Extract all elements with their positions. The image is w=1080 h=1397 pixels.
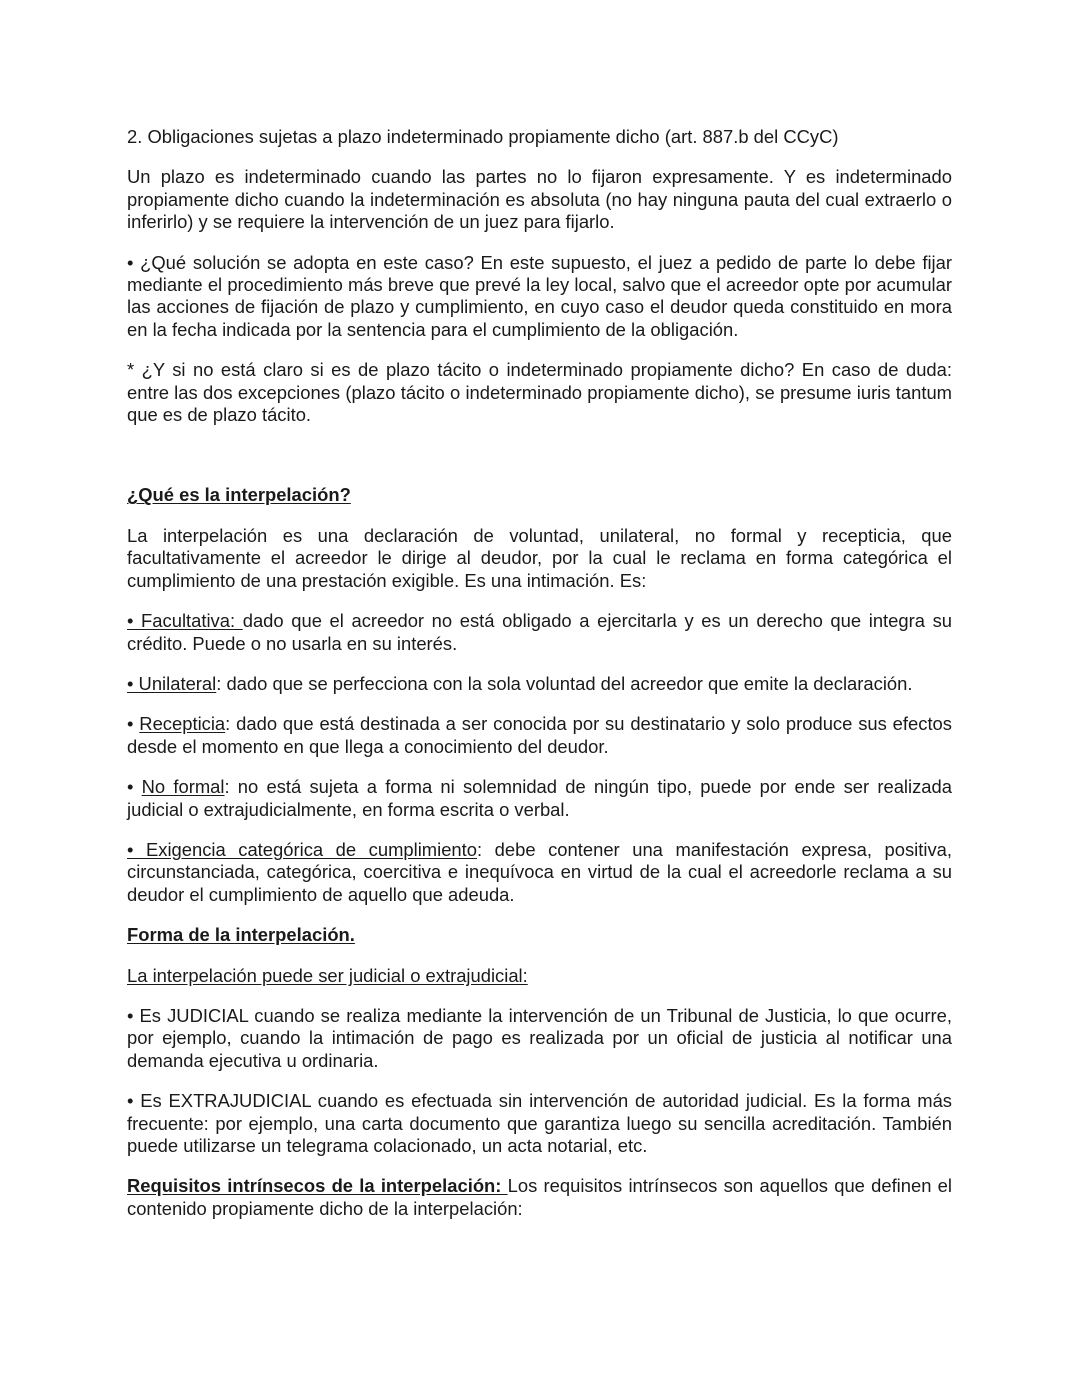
paragraph-plazo-indeterminado: Un plazo es indeterminado cuando las partes no lo fijaron expresamente. Y es indeterminado propiamente dicho cuando la indeterminación es absoluta (no hay ninguna pauta del cual extraerlo o inferirlo) y se requiere la intervención de un juez para fijarlo.: [127, 166, 952, 233]
heading-obligaciones: 2. Obligaciones sujetas a plazo indeterminado propiamente dicho (art. 887.b del CCyC): [127, 126, 839, 147]
subheading-forma: [127, 965, 952, 987]
paragraph-duda: * ¿Y si no está claro si es de plazo tácito o indeterminado propiamente dicho? En caso de duda: entre las dos excepciones (plazo tácito o indeterminado propiamente dicho), se presume iuris tantum que es de plazo tácito.: [127, 359, 952, 426]
paragraph-requisitos: [127, 1175, 952, 1220]
paragraph-judicial: • Es JUDICIAL cuando se realiza mediante la intervención de un Tribunal de Justicia, lo que ocurre, por ejemplo, cuando la intimación de pago es realizada por un oficial de justicia al notificar una demanda ejecutiva u ordinaria.: [127, 1004, 952, 1071]
heading-forma-text: Forma de la interpelación.: [127, 924, 355, 946]
heading-forma: [127, 924, 952, 946]
document-page: [127, 126, 952, 1238]
feature-text: : dado que se perfecciona con la sola voluntad del acreedor que emite la declaración.: [216, 672, 913, 694]
feature-no-formal: [127, 776, 952, 821]
requisitos-text: Los requisitos intrínsecos son aquellos que definen el contenido propiamente dicho de la interpelación:: [127, 1175, 952, 1219]
feature-text: : debe contener una manifestación expresa, positiva, circunstanciada, categórica, coercitiva e inequívoca en virtud de la cual el acreedorle reclama a su deudor el cumplimiento de aquello que adeuda.: [127, 838, 952, 905]
feature-text: dado que el acreedor no está obligado a ejercitarla y es un derecho que integra su crédito. Puede o no usarla en su interés.: [127, 610, 953, 654]
feature-bullet: •: [127, 713, 140, 735]
feature-unilateral: [127, 673, 952, 695]
paragraph-solucion: • ¿Qué solución se adopta en este caso? En este supuesto, el juez a pedido de parte lo debe fijar mediante el procedimiento más breve que prevé la ley local, salvo que el acreedor opte por acumular las acciones de fijación de plazo y cumplimiento, en cuyo caso el deudor queda constituido en mora en la fecha indicada por la sentencia para el cumplimiento de la obligación.: [127, 251, 952, 340]
feature-exigencia: [127, 839, 952, 906]
feature-facultativa: [127, 610, 952, 655]
feature-text: : dado que está destinada a ser conocida por su destinatario y solo produce sus efectos desde el momento en que llega a conocimiento del deudor.: [127, 713, 952, 757]
feature-label: No formal: [141, 776, 225, 798]
spacer: [127, 426, 952, 484]
feature-label: • Unilateral: [127, 672, 217, 694]
subheading-forma-text: La interpelación puede ser judicial o extrajudicial:: [127, 964, 528, 986]
feature-recepticia: [127, 713, 952, 758]
feature-text: : no está sujeta a forma ni solemnidad de ningún tipo, puede por ende ser realizada judicial o extrajudicialmente, en forma escrita o verbal.: [127, 776, 952, 820]
feature-bullet: •: [127, 776, 142, 798]
feature-label: • Facultativa:: [127, 610, 243, 632]
heading-interpelacion-text: ¿Qué es la interpelación?: [127, 484, 351, 506]
paragraph-definicion: La interpelación es una declaración de voluntad, unilateral, no formal y recepticia, que facultativamente el acreedor le dirige al deudor, por la cual le reclama en forma categórica el cumplimiento de una prestación exigible. Es una intimación. Es:: [127, 524, 952, 591]
requisitos-label: Requisitos intrínsecos de la interpelación:: [127, 1175, 508, 1197]
paragraph-extrajudicial: • Es EXTRAJUDICIAL cuando es efectuada sin intervención de autoridad judicial. Es la forma más frecuente: por ejemplo, una carta documento que garantiza luego su sencilla acreditación. También puede utilizarse un telegrama colacionado, un acta notarial, etc.: [127, 1090, 952, 1156]
feature-label: • Exigencia categórica de cumplimiento: [127, 838, 477, 860]
heading-interpelacion: [127, 484, 952, 506]
feature-label: Recepticia: [139, 713, 226, 735]
